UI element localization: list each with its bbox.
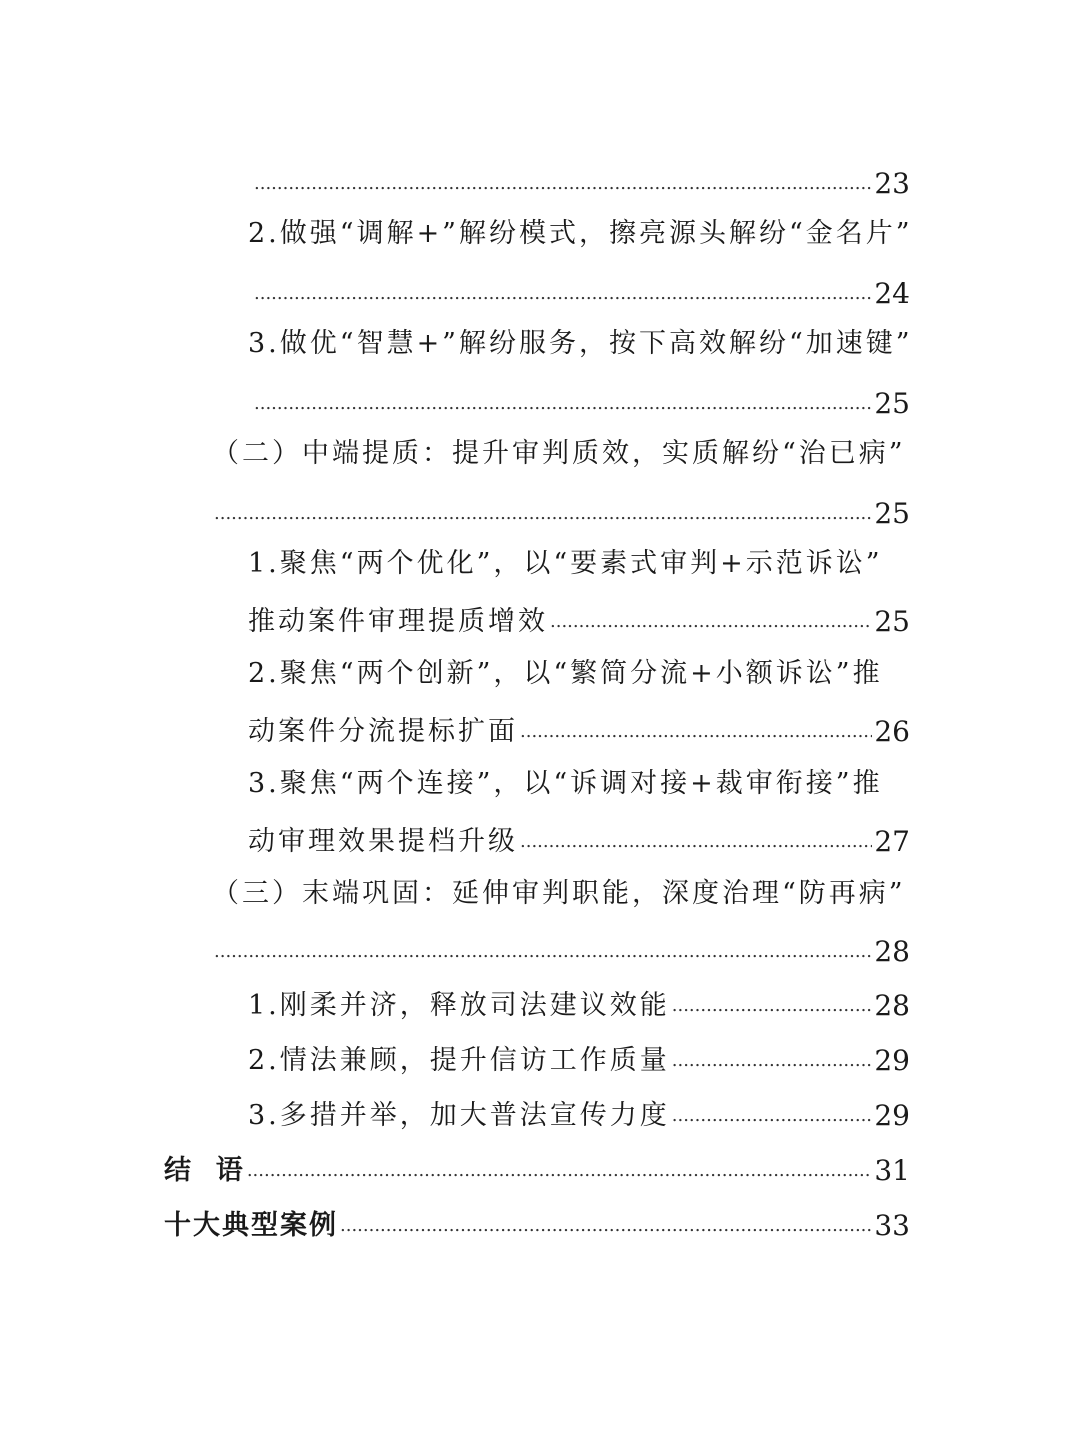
toc-entry-line[interactable] <box>164 1202 910 1242</box>
dot-leader <box>672 997 873 1022</box>
toc-chapter-title: 结 语 <box>164 1155 245 1186</box>
page-number: 25 <box>874 605 910 638</box>
toc-entry-title[interactable]: 3.做优“智慧+”解纷服务，按下高效解纷“加速键” <box>248 328 913 359</box>
toc-entry-title-cont: 动案件分流提标扩面 <box>248 716 518 747</box>
dot-leader <box>214 943 872 968</box>
toc-entry-title[interactable]: 1.聚焦“两个优化”，以“要素式审判+示范诉讼” <box>248 548 883 579</box>
page-number: 33 <box>874 1209 910 1242</box>
toc-section-title[interactable]: （二）中端提质：提升审判质效，实质解纷“治已病” <box>212 438 906 469</box>
toc-entry-line[interactable] <box>248 1092 910 1132</box>
dot-leader <box>520 723 872 748</box>
dot-leader <box>672 1107 873 1132</box>
page-number: 25 <box>874 497 910 530</box>
dot-leader <box>254 395 872 420</box>
page-number: 31 <box>874 1154 910 1187</box>
toc-entry-leader <box>212 928 910 968</box>
toc-entry-line[interactable] <box>248 982 910 1022</box>
toc-entry-title: 1.刚柔并济，释放司法建议效能 <box>248 990 670 1021</box>
page-number: 25 <box>874 387 910 420</box>
dot-leader <box>254 285 872 310</box>
dot-leader <box>550 613 872 638</box>
toc-section-title[interactable]: （三）末端巩固：延伸审判职能，深度治理“防再病” <box>212 878 906 909</box>
page-number: 28 <box>874 989 910 1022</box>
dot-leader <box>254 175 872 200</box>
toc-entry-line[interactable] <box>164 1147 910 1187</box>
page-number: 29 <box>874 1044 910 1077</box>
toc-entry-title-cont: 推动案件审理提质增效 <box>248 606 548 637</box>
toc-chapter-title: 十大典型案例 <box>164 1210 338 1241</box>
page-number: 24 <box>874 277 910 310</box>
toc-entry-title: 2.情法兼顾，提升信访工作质量 <box>248 1045 670 1076</box>
toc-entry-title-cont: 动审理效果提档升级 <box>248 826 518 857</box>
toc-entry-title[interactable]: 2.聚焦“两个创新”，以“繁简分流+小额诉讼”推 <box>248 658 883 689</box>
toc-entry-continuation[interactable] <box>252 160 910 200</box>
dot-leader <box>340 1217 872 1242</box>
toc-entry-leader <box>252 270 910 310</box>
page-number: 23 <box>874 167 910 200</box>
toc-entry-line[interactable] <box>248 598 910 638</box>
dot-leader <box>672 1052 873 1077</box>
toc-entry-line[interactable] <box>248 708 910 748</box>
dot-leader <box>214 505 872 530</box>
toc-entry-line[interactable] <box>248 1037 910 1077</box>
toc-entry-title[interactable]: 2.做强“调解+”解纷模式，擦亮源头解纷“金名片” <box>248 218 913 249</box>
toc-entry-leader <box>252 380 910 420</box>
toc-entry-line[interactable] <box>248 818 910 858</box>
page-number: 27 <box>874 825 910 858</box>
page-number: 28 <box>874 935 910 968</box>
page-number: 26 <box>874 715 910 748</box>
dot-leader <box>247 1162 873 1187</box>
toc-entry-leader <box>212 490 910 530</box>
page-number: 29 <box>874 1099 910 1132</box>
dot-leader <box>520 833 872 858</box>
toc-entry-title[interactable]: 3.聚焦“两个连接”，以“诉调对接+裁审衔接”推 <box>248 768 883 799</box>
toc-entry-title: 3.多措并举，加大普法宣传力度 <box>248 1100 670 1131</box>
